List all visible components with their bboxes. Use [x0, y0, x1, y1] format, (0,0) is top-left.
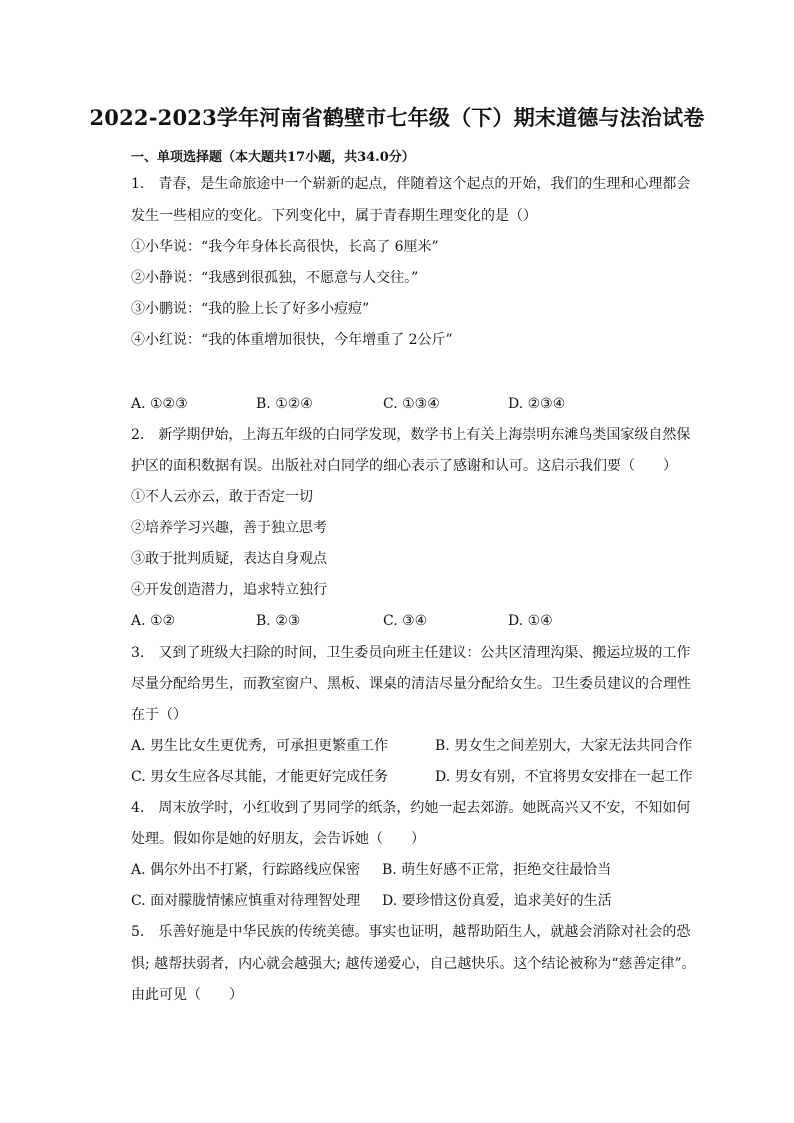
- q4-line-1: 4. 周末放学时，小红收到了男同学的纸条，约她一起去郊游。她既高兴又不安，不知如何: [131, 800, 691, 816]
- q4-option-c[interactable]: C. 面对朦胧情愫应慎重对待理智处理: [131, 893, 361, 909]
- q3-option-a[interactable]: A. 男生比女生更优秀，可承担更繁重工作: [131, 738, 389, 754]
- q2-line-1: 2. 新学期伊始，上海五年级的白同学发现，数学书上有关上海崇明东滩鸟类国家级自然保: [131, 427, 691, 443]
- q2-statement-2: ②培养学习兴趣，善于独立思考: [131, 520, 327, 536]
- q5-line-2: 惧; 越帮扶弱者，内心就会越强大; 越传递爱心，自己越快乐。这个结论被称为“慈善定律”。: [131, 956, 696, 972]
- q2-option-d[interactable]: D. ①④: [508, 613, 553, 629]
- q1-option-c[interactable]: C. ①③④: [383, 396, 440, 412]
- q3-line-3: 在于（）: [131, 707, 187, 723]
- q2-statement-4: ④开发创造潜力，追求特立独行: [131, 582, 327, 598]
- q3-option-b[interactable]: B. 男女生之间差别大，大家无法共同合作: [435, 738, 693, 754]
- q1-option-b[interactable]: B. ①②④: [256, 396, 313, 412]
- q2-statement-1: ①不人云亦云，敢于否定一切: [131, 489, 313, 505]
- q1-line-2: 发生一些相应的变化。下列变化中，属于青春期生理变化的是（）: [131, 208, 537, 224]
- q1-line-1: 1. 青春，是生命旅途中一个崭新的起点，伴随着这个起点的开始，我们的生理和心理都会: [131, 176, 691, 192]
- q2-statement-3: ③敢于批判质疑，表达自身观点: [131, 551, 327, 567]
- section-heading: 一、单项选择题（本大题共17小题，共34.0分）: [131, 150, 415, 165]
- q3-line-1: 3. 又到了班级大扫除的时间，卫生委员向班主任建议：公共区清理沟渠、搬运垃圾的工作: [131, 645, 691, 661]
- q4-option-b[interactable]: B. 萌生好感不正常，拒绝交往最恰当: [382, 862, 612, 878]
- exam-title: 2022-2023学年河南省鹤壁市七年级（下）期末道德与法治试卷: [89, 105, 705, 130]
- q2-option-a[interactable]: A. ①②: [131, 613, 176, 629]
- q5-line-1: 5. 乐善好施是中华民族的传统美德。事实也证明，越帮助陌生人，就越会消除对社会的恐: [131, 924, 691, 940]
- q1-statement-2: ②小静说：“我感到很孤独，不愿意与人交往。”: [131, 270, 419, 286]
- q2-option-c[interactable]: C. ③④: [383, 613, 428, 629]
- q1-statement-4: ④小红说：“我的体重增加很快，今年增重了 2公斤”: [131, 332, 453, 348]
- q3-option-c[interactable]: C. 男女生应各尽其能，才能更好完成任务: [131, 769, 389, 785]
- q1-option-a[interactable]: A. ①②③: [131, 396, 188, 412]
- q4-option-d[interactable]: D. 要珍惜这份真爱，追求美好的生活: [382, 893, 612, 909]
- q4-option-a[interactable]: A. 偶尔外出不打紧，行踪路线应保密: [131, 862, 361, 878]
- q3-line-2: 尽量分配给男生，而教室窗户、黑板、课桌的清洁尽量分配给女生。卫生委员建议的合理性: [131, 676, 691, 692]
- q2-line-2: 护区的面积数据有误。出版社对白同学的细心表示了感谢和认可。这启示我们要（ ）: [131, 458, 677, 474]
- q5-line-3: 由此可见（ ）: [131, 987, 243, 1003]
- q2-option-b[interactable]: B. ②③: [256, 613, 301, 629]
- q1-statement-3: ③小鹏说：“我的脸上长了好多小痘痘”: [131, 301, 370, 317]
- q4-line-2: 处理。假如你是她的好朋友，会告诉她（ ）: [131, 831, 425, 847]
- q3-option-d[interactable]: D. 男女有别，不宜将男女安排在一起工作: [435, 769, 693, 785]
- q1-option-d[interactable]: D. ②③④: [508, 396, 566, 412]
- q1-statement-1: ①小华说：“我今年身体长高很快，长高了 6厘米”: [131, 239, 439, 255]
